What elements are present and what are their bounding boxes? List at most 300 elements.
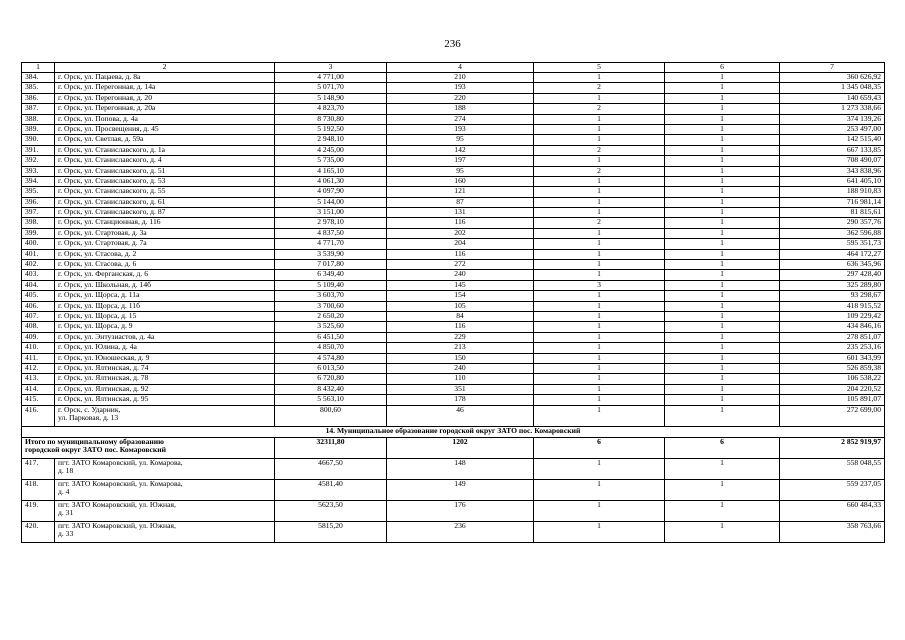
table-cell: 343 838,96 (780, 166, 885, 176)
table-cell: 399. (22, 228, 55, 238)
table-cell: 411. (22, 353, 55, 363)
header-cell: 2 (55, 63, 275, 73)
table-cell: 374 139,26 (780, 114, 885, 124)
address-cell (55, 521, 275, 542)
table-cell: 406. (22, 301, 55, 311)
table-row (22, 228, 885, 238)
address-cell: г. Орск, ул. Ялтинская, д. 74 (55, 363, 275, 373)
table-cell: 398. (22, 218, 55, 228)
address-cell: г. Орск, ул. Ялтинская, д. 78 (55, 374, 275, 384)
address-cell: г. Орск, ул. Ферганская, д. 6 (55, 270, 275, 280)
table-cell: 1 (534, 458, 665, 479)
address-line: д. 4 (58, 487, 70, 497)
table-cell: 390. (22, 135, 55, 145)
table-cell: 407. (22, 311, 55, 321)
table-cell: 397. (22, 208, 55, 218)
table-row (22, 363, 885, 373)
table-row (22, 374, 885, 384)
table-cell: 272 (387, 260, 534, 270)
header-cell: 3 (275, 63, 387, 73)
address-cell (55, 458, 275, 479)
table-cell: 351 (387, 384, 534, 394)
table-cell: 405. (22, 291, 55, 301)
table-cell: 1 (665, 114, 780, 124)
address-cell (55, 479, 275, 500)
table-cell: 1 (534, 301, 665, 311)
header-cell: 1 (22, 63, 55, 73)
table-cell: 240 (387, 363, 534, 373)
table-cell: 1 (534, 208, 665, 218)
table-cell: 601 343,99 (780, 353, 885, 363)
address-cell: г. Орск, ул. Станиславского, д. 61 (55, 197, 275, 207)
table-cell: 526 859,38 (780, 363, 885, 373)
table-cell: 1 (665, 93, 780, 103)
address-cell: г. Орск, ул. Щорса, д. 11б (55, 301, 275, 311)
table-cell: 2 (534, 104, 665, 114)
table-cell: 148 (387, 458, 534, 479)
table-cell: 1 273 338,66 (780, 104, 885, 114)
table-row (22, 249, 885, 259)
table-row (22, 270, 885, 280)
table-row (22, 280, 885, 290)
address-cell (55, 500, 275, 521)
table-cell: 1 (534, 500, 665, 521)
table-cell: 402. (22, 260, 55, 270)
table-cell: 1 (665, 135, 780, 145)
address-cell: г. Орск, ул. Юношеская, д. 9 (55, 353, 275, 363)
table-cell: 93 298,67 (780, 291, 885, 301)
table-cell: 81 815,61 (780, 208, 885, 218)
table-cell: 4 771,70 (275, 239, 387, 249)
address-line: д. 18 (58, 466, 74, 476)
table-cell: 1 (665, 322, 780, 332)
table-cell: 154 (387, 291, 534, 301)
table-row (22, 395, 885, 405)
address-line: д. 33 (58, 529, 74, 539)
address-cell: г. Орск, ул. Станиславского, д. 87 (55, 208, 275, 218)
table-cell: 1 (665, 197, 780, 207)
table-cell: 235 253,16 (780, 343, 885, 353)
table-row (22, 156, 885, 166)
address-cell: г. Орск, ул. Стартовая, д. 3а (55, 228, 275, 238)
table-cell: 2 (534, 218, 665, 228)
table-cell: 1 (534, 405, 665, 426)
table-cell: 1 (665, 405, 780, 426)
table-cell: 660 484,33 (780, 500, 885, 521)
table-cell: 95 (387, 166, 534, 176)
table-cell: 176 (387, 500, 534, 521)
header-cell: 6 (665, 63, 780, 73)
table-cell: 1 (665, 124, 780, 134)
table-cell: 272 699,00 (780, 405, 885, 426)
table-cell: 1 (534, 135, 665, 145)
table-cell: 464 172,27 (780, 249, 885, 259)
table-cell: 160 (387, 176, 534, 186)
table-cell: 358 763,66 (780, 521, 885, 542)
table-cell: 95 (387, 135, 534, 145)
table-cell: 116 (387, 249, 534, 259)
table-cell: 1 (534, 384, 665, 394)
table-cell: 401. (22, 249, 55, 259)
table-cell: 6 013,50 (275, 363, 387, 373)
table-cell: 325 289,80 (780, 280, 885, 290)
address-cell: г. Орск, ул. Щорса, д. 15 (55, 311, 275, 321)
table-cell: 1 (665, 228, 780, 238)
table-cell: 8 730,80 (275, 114, 387, 124)
table-cell: 395. (22, 187, 55, 197)
table-cell: 5 192,50 (275, 124, 387, 134)
table-cell: 106 538,22 (780, 374, 885, 384)
table-cell: 1 (534, 197, 665, 207)
table-cell: 1 (534, 374, 665, 384)
table-cell: 392. (22, 156, 55, 166)
table-cell: 1 345 048,35 (780, 83, 885, 93)
total-cell: 2 852 919,97 (780, 437, 885, 458)
section-row (22, 426, 885, 437)
table-row (22, 343, 885, 353)
address-cell: г. Орск, ул. Стасова, д. 2 (55, 249, 275, 259)
address-cell: г. Орск, ул. Станционная, д. 116 (55, 218, 275, 228)
table-cell: 229 (387, 332, 534, 342)
table-cell: 1 (534, 156, 665, 166)
table-cell: 4 097,90 (275, 187, 387, 197)
table-row (22, 479, 885, 500)
address-line: городской округ ЗАТО пос. Комаровский (25, 445, 167, 455)
table-cell: 236 (387, 521, 534, 542)
table-cell: 386. (22, 93, 55, 103)
address-cell: г. Орск, ул. Станиславского, д. 1а (55, 145, 275, 155)
table-cell: 595 351,73 (780, 239, 885, 249)
table-cell: 4 574,80 (275, 353, 387, 363)
address-line: пгт. ЗАТО Комаровский, ул. Комарова, (58, 479, 183, 488)
address-cell: г. Орск, ул. Юлина, д. 4а (55, 343, 275, 353)
table-cell: 109 229,42 (780, 311, 885, 321)
table-cell: 3 525,60 (275, 322, 387, 332)
table-cell: 1 (665, 500, 780, 521)
table-cell: 393. (22, 166, 55, 176)
table-cell: 387. (22, 104, 55, 114)
table-cell: 1 (534, 479, 665, 500)
table-row (22, 124, 885, 134)
table-cell: 558 048,55 (780, 458, 885, 479)
section-title: 14. Муниципальное образование городской округ ЗАТО пос. Комаровский (22, 426, 885, 437)
address-cell: г. Орск, ул. Попова, д. 4а (55, 114, 275, 124)
table-cell: 1 (665, 83, 780, 93)
table-cell: 410. (22, 343, 55, 353)
table-cell: 1 (665, 395, 780, 405)
table-row (22, 218, 885, 228)
table-cell: 1 (665, 521, 780, 542)
table-row (22, 239, 885, 249)
table-cell: 1 (665, 332, 780, 342)
table-cell: 1 (534, 73, 665, 83)
table-cell: 1 (665, 343, 780, 353)
table-row (22, 73, 885, 83)
address-cell: г. Орск, ул. Щорса, д. 9 (55, 322, 275, 332)
table-row (22, 176, 885, 186)
table-row (22, 135, 885, 145)
table-cell: 559 237,05 (780, 479, 885, 500)
table-cell: 1 (534, 176, 665, 186)
table-cell: 1 (665, 479, 780, 500)
table-row (22, 332, 885, 342)
table-cell: 116 (387, 218, 534, 228)
table-cell: 1 (534, 395, 665, 405)
table-cell: 2 650,20 (275, 311, 387, 321)
table-cell: 84 (387, 311, 534, 321)
table-cell: 1 (665, 166, 780, 176)
table-cell: 360 626,92 (780, 73, 885, 83)
total-label (22, 437, 275, 458)
header-cell: 7 (780, 63, 885, 73)
table-cell: 1 (665, 145, 780, 155)
table-cell: 3 539,90 (275, 249, 387, 259)
table-cell: 1 (534, 187, 665, 197)
table-cell: 1 (665, 176, 780, 186)
table-cell: 1 (665, 270, 780, 280)
table-cell: 4 165,10 (275, 166, 387, 176)
table-cell: 105 891,07 (780, 395, 885, 405)
table-cell: 3 151,00 (275, 208, 387, 218)
table-cell: 4 061,30 (275, 176, 387, 186)
table-cell: 278 851,07 (780, 332, 885, 342)
table-cell: 636 345,96 (780, 260, 885, 270)
table-row (22, 500, 885, 521)
table-cell: 1 (534, 239, 665, 249)
table-cell: 1 (534, 270, 665, 280)
table-cell: 667 133,85 (780, 145, 885, 155)
table-cell: 297 428,40 (780, 270, 885, 280)
table-cell: 210 (387, 73, 534, 83)
address-cell: г. Орск, ул. Светлая, д. 59а (55, 135, 275, 145)
table-cell: 1 (665, 187, 780, 197)
table-cell: 420. (22, 521, 55, 542)
table-cell: 2 978,10 (275, 218, 387, 228)
address-cell: г. Орск, ул. Станиславского, д. 4 (55, 156, 275, 166)
table-row (22, 322, 885, 332)
address-cell (55, 405, 275, 426)
table-cell: 204 220,52 (780, 384, 885, 394)
header-row (22, 63, 885, 73)
table-cell: 1 (534, 353, 665, 363)
table-cell: 193 (387, 124, 534, 134)
table-cell: 121 (387, 187, 534, 197)
table-row (22, 104, 885, 114)
table-cell: 1 (665, 208, 780, 218)
table-cell: 641 405,10 (780, 176, 885, 186)
table-cell: 419. (22, 500, 55, 521)
table-cell: 6 720,80 (275, 374, 387, 384)
address-line: пгт. ЗАТО Комаровский, ул. Комарова, (58, 458, 183, 467)
address-line: д. 31 (58, 508, 74, 518)
table-cell: 5 109,40 (275, 280, 387, 290)
table-cell: 5 144,00 (275, 197, 387, 207)
table-cell: 800,60 (275, 405, 387, 426)
table-cell: 409. (22, 332, 55, 342)
table-cell: 5623,50 (275, 500, 387, 521)
address-cell: г. Орск, ул. Перегонная, д. 14а (55, 83, 275, 93)
table-cell: 202 (387, 228, 534, 238)
table-cell: 388. (22, 114, 55, 124)
table-cell: 1 (665, 374, 780, 384)
table-cell: 1 (665, 249, 780, 259)
table-cell: 1 (534, 228, 665, 238)
table-cell: 389. (22, 124, 55, 134)
address-cell: г. Орск, ул. Пацаева, д. 8а (55, 73, 275, 83)
table-cell: 1 (665, 104, 780, 114)
table-cell: 1 (534, 311, 665, 321)
table-cell: 385. (22, 83, 55, 93)
table-row (22, 83, 885, 93)
table-cell: 418. (22, 479, 55, 500)
table-cell: 4 823,70 (275, 104, 387, 114)
table-cell: 5815,20 (275, 521, 387, 542)
address-cell: г. Орск, ул. Школьная, д. 14б (55, 280, 275, 290)
table-cell: 4 837,50 (275, 228, 387, 238)
table-cell: 1 (534, 291, 665, 301)
table-cell: 6 349,40 (275, 270, 387, 280)
table-cell: 220 (387, 93, 534, 103)
table-row (22, 260, 885, 270)
address-cell: г. Орск, ул. Перегонная, д. 20 (55, 93, 275, 103)
table-cell: 396. (22, 197, 55, 207)
table-cell: 1 (534, 124, 665, 134)
table-cell: 3 603,70 (275, 291, 387, 301)
header-cell: 5 (534, 63, 665, 73)
table-cell: 1 (665, 218, 780, 228)
table-cell: 404. (22, 280, 55, 290)
table-cell: 142 (387, 145, 534, 155)
table-cell: 434 846,16 (780, 322, 885, 332)
table-cell: 2 (534, 83, 665, 93)
address-line: ул. Парковая, д. 13 (58, 413, 119, 423)
table-cell: 412. (22, 363, 55, 373)
table-cell: 4 245,00 (275, 145, 387, 155)
table-row (22, 291, 885, 301)
table-cell: 391. (22, 145, 55, 155)
table-cell: 1 (665, 280, 780, 290)
table-cell: 362 596,88 (780, 228, 885, 238)
table-cell: 1 (665, 73, 780, 83)
table-row (22, 521, 885, 542)
table-row (22, 384, 885, 394)
table-cell: 1 (534, 521, 665, 542)
table-row (22, 145, 885, 155)
total-cell: 6 (665, 437, 780, 458)
table-cell: 193 (387, 83, 534, 93)
table-cell: 403. (22, 270, 55, 280)
table-cell: 716 981,14 (780, 197, 885, 207)
table-cell: 1 (665, 301, 780, 311)
table-cell: 5 071,70 (275, 83, 387, 93)
table-row (22, 353, 885, 363)
table-cell: 3 700,60 (275, 301, 387, 311)
table-cell: 414. (22, 384, 55, 394)
table-cell: 290 357,76 (780, 218, 885, 228)
table-cell: 1 (534, 260, 665, 270)
table-cell: 87 (387, 197, 534, 207)
address-line: Итого по муниципальному образованию (25, 437, 164, 446)
address-line: пгт. ЗАТО Комаровский, ул. Южная, (58, 521, 176, 530)
total-cell: 6 (534, 437, 665, 458)
table-row (22, 301, 885, 311)
table-cell: 274 (387, 114, 534, 124)
table-row (22, 93, 885, 103)
table-cell: 4 771,00 (275, 73, 387, 83)
table-cell: 394. (22, 176, 55, 186)
table-cell: 1 (665, 353, 780, 363)
table-cell: 8 432,40 (275, 384, 387, 394)
table-cell: 1 (665, 156, 780, 166)
page-number: 236 (444, 38, 461, 50)
address-cell: г. Орск, ул. Станиславского, д. 55 (55, 187, 275, 197)
table-cell: 204 (387, 239, 534, 249)
table-cell: 140 659,43 (780, 93, 885, 103)
table-cell: 400. (22, 239, 55, 249)
table-cell: 415. (22, 395, 55, 405)
table-cell: 4581,40 (275, 479, 387, 500)
table-cell: 150 (387, 353, 534, 363)
table-cell: 2 (534, 166, 665, 176)
table-cell: 708 490,07 (780, 156, 885, 166)
address-cell: г. Орск, ул. Стасова, д. 6 (55, 260, 275, 270)
address-cell: г. Орск, ул. Ялтинская, д. 92 (55, 384, 275, 394)
address-cell: г. Орск, ул. Станиславского, д. 51 (55, 166, 275, 176)
table-cell: 253 497,00 (780, 124, 885, 134)
table-cell: 5 563,10 (275, 395, 387, 405)
table-cell: 417. (22, 458, 55, 479)
table-cell: 2 (534, 145, 665, 155)
address-cell: г. Орск, ул. Энтузиастов, д. 4а (55, 332, 275, 342)
table-cell: 46 (387, 405, 534, 426)
table-cell: 1 (665, 311, 780, 321)
table-cell: 1 (665, 363, 780, 373)
table-cell: 1 (665, 291, 780, 301)
table-cell: 142 515,40 (780, 135, 885, 145)
table-cell: 5 148,90 (275, 93, 387, 103)
table-cell: 408. (22, 322, 55, 332)
table-cell: 2 948,10 (275, 135, 387, 145)
table-cell: 1 (534, 363, 665, 373)
table-cell: 1 (534, 114, 665, 124)
table-cell: 384. (22, 73, 55, 83)
table-cell: 105 (387, 301, 534, 311)
table-cell: 213 (387, 343, 534, 353)
table-cell: 1 (534, 343, 665, 353)
table-cell: 188 910,83 (780, 187, 885, 197)
address-cell: г. Орск, ул. Станиславского, д. 53 (55, 176, 275, 186)
table-cell: 3 (534, 280, 665, 290)
total-cell: 1202 (387, 437, 534, 458)
table-cell: 1 (665, 384, 780, 394)
table-cell: 1 (665, 458, 780, 479)
table-cell: 416. (22, 405, 55, 426)
table-row (22, 311, 885, 321)
table-cell: 145 (387, 280, 534, 290)
table-row (22, 187, 885, 197)
table-cell: 188 (387, 104, 534, 114)
address-cell: г. Орск, ул. Перегонная, д. 20а (55, 104, 275, 114)
address-cell: г. Орск, ул. Щорса, д. 11а (55, 291, 275, 301)
table-cell: 240 (387, 270, 534, 280)
table-row (22, 197, 885, 207)
table-cell: 1 (665, 239, 780, 249)
table-cell: 413. (22, 374, 55, 384)
address-line: г. Орск, с. Ударник, (58, 405, 121, 414)
table-cell: 131 (387, 208, 534, 218)
table-cell: 418 915,52 (780, 301, 885, 311)
data-table (21, 62, 885, 543)
